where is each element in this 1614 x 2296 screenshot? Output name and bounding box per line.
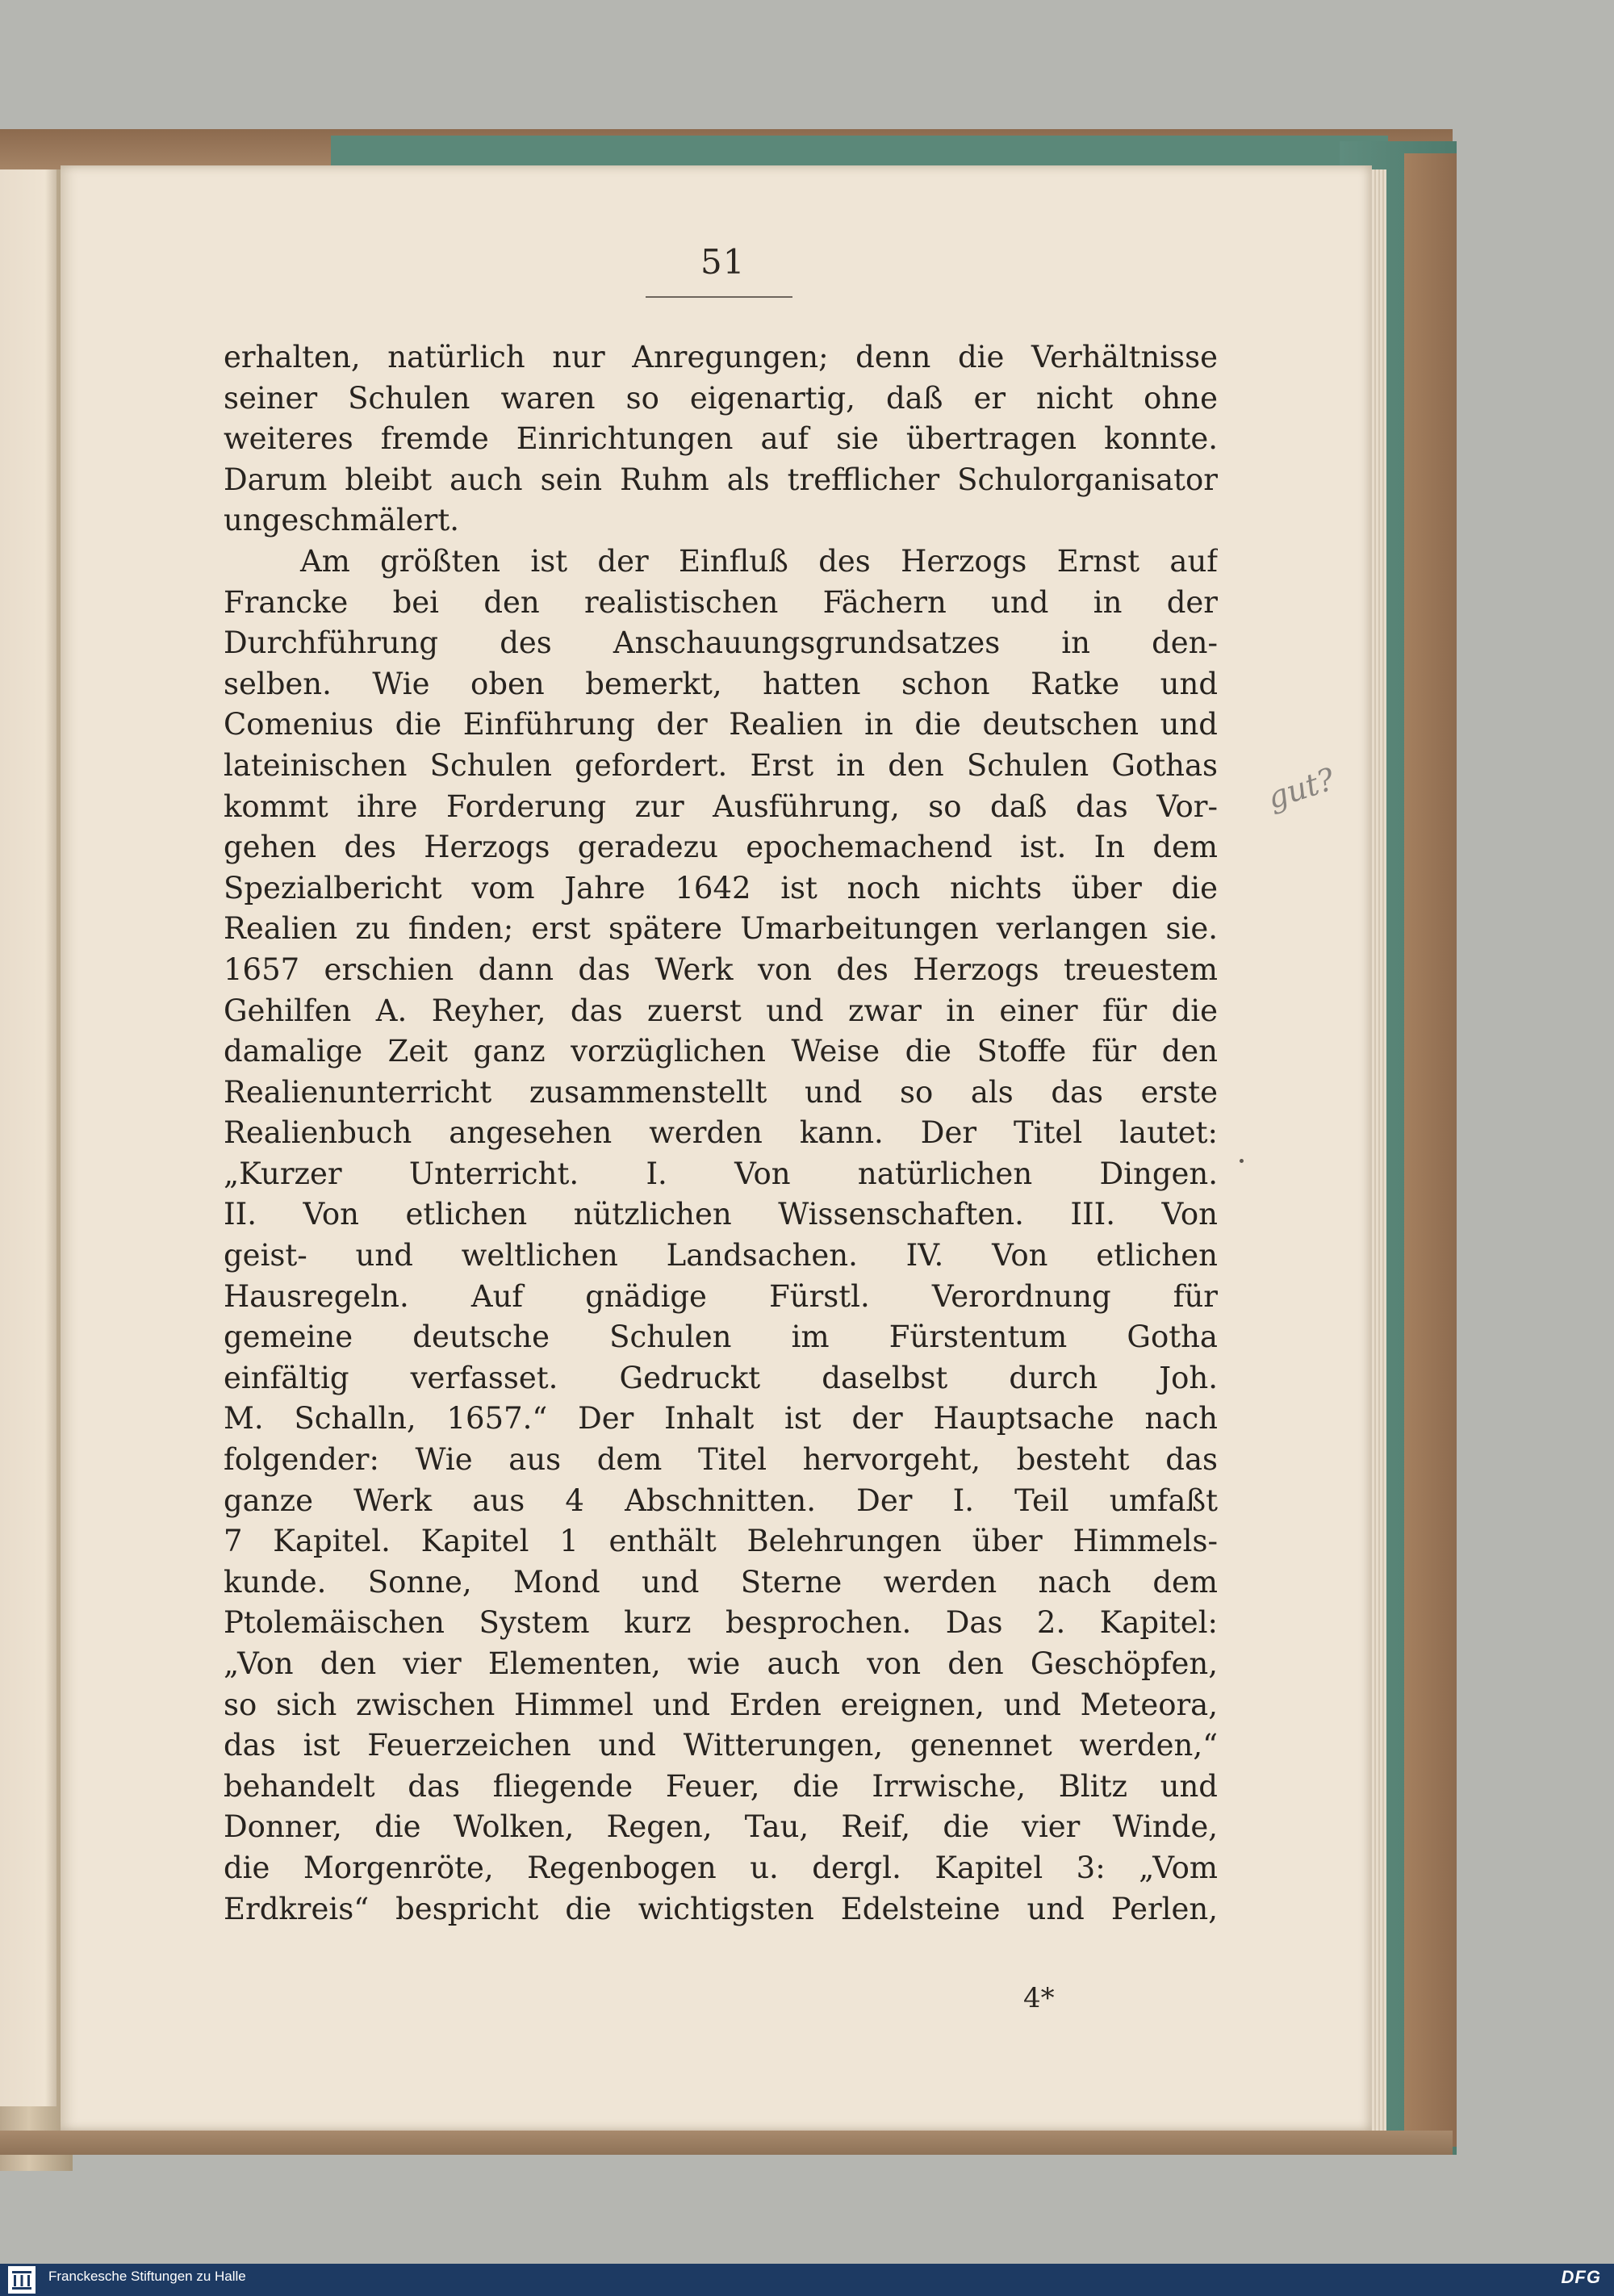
text-line: geist- und weltlichen Landsachen. IV. Von etlichen: [224, 1238, 1218, 1273]
body-text: [224, 337, 1218, 1930]
text-line: folgender: Wie aus dem Titel hervorgeht, besteht das: [224, 1442, 1218, 1478]
text-line: das ist Feuerzeichen und Witterungen, genennet werden,“: [224, 1728, 1218, 1763]
printer-signature-mark: 4*: [1023, 1982, 1055, 2014]
text-line: Darum bleibt auch sein Ruhm als trefflicher Schulorganisator: [224, 462, 1218, 497]
book-cover-right-brown: [1404, 153, 1457, 2147]
text-line: behandelt das fliegende Feuer, die Irrwische, Blitz und: [224, 1768, 1218, 1804]
text-line: gemeine deutsche Schulen im Fürstentum Gotha: [224, 1319, 1218, 1355]
page-number-rule: [646, 296, 792, 298]
text-line: so sich zwischen Himmel und Erden ereignen, und Meteora,: [224, 1687, 1218, 1722]
text-line: ganze Werk aus 4 Abschnitten. Der I. Teil umfaßt: [224, 1483, 1218, 1518]
text-line: Hausregeln. Auf gnädige Fürstl. Verordnung für: [224, 1278, 1218, 1314]
book-cover-bottom: [0, 2131, 1453, 2155]
text-line: die Morgenröte, Regenbogen u. dergl. Kapitel 3: „Vom: [224, 1850, 1218, 1885]
text-line: einfältig verfasset. Gedruckt daselbst durch Joh.: [224, 1360, 1218, 1395]
text-line: ungeschmälert.: [224, 503, 459, 538]
text-line: 7 Kapitel. Kapitel 1 enthält Belehrungen über Himmels-: [224, 1524, 1218, 1559]
margin-pencil-dot: [1240, 1159, 1244, 1163]
text-line: Ptolemäischen System kurz besprochen. Das 2. Kapitel:: [224, 1605, 1218, 1641]
text-line: Realien zu finden; erst spätere Umarbeitungen verlangen sie.: [224, 911, 1218, 947]
text-line: damalige Zeit ganz vorzüglichen Weise die Stoffe für den: [224, 1034, 1218, 1069]
page-number: 51: [700, 242, 746, 282]
page-stack-edge: [1372, 169, 1386, 2131]
text-line: 1657 erschien dann das Werk von des Herzogs treuestem: [224, 951, 1218, 987]
text-line: M. Schalln, 1657.“ Der Inhalt ist der Hauptsache nach: [224, 1401, 1218, 1437]
text-line: gehen des Herzogs geradezu epochemachend ist. In dem: [224, 830, 1218, 865]
book-cover-top-green: [331, 136, 1388, 166]
text-line: Donner, die Wolken, Regen, Tau, Reif, die vier Winde,: [224, 1809, 1218, 1845]
footer-institution-label[interactable]: Franckesche Stiftungen zu Halle: [48, 2269, 246, 2284]
footer-dfg-logo[interactable]: DFG: [1561, 2267, 1601, 2287]
text-line: Erdkreis“ bespricht die wichtigsten Edelsteine und Perlen,: [224, 1891, 1218, 1926]
text-line: Comenius die Einführung der Realien in die deutschen und: [224, 707, 1218, 742]
text-line: „Von den vier Elementen, wie auch von den Geschöpfen,: [224, 1646, 1218, 1681]
text-line: lateinischen Schulen gefordert. Erst in den Schulen Gothas: [224, 747, 1218, 783]
foundation-logo-icon[interactable]: [8, 2266, 36, 2294]
text-line: II. Von etlichen nützlichen Wissenschaften. III. Von: [224, 1197, 1218, 1232]
text-line: Am größten ist der Einfluß des Herzogs Ernst auf: [300, 543, 1218, 579]
text-line: kunde. Sonne, Mond und Sterne werden nach dem: [224, 1564, 1218, 1600]
text-line: Durchführung des Anschauungsgrundsatzes in den-: [224, 625, 1218, 661]
text-line: Realienunterricht zusammenstellt und so als das erste: [224, 1074, 1218, 1110]
text-line: Gehilfen A. Reyher, das zuerst und zwar in einer für die: [224, 993, 1218, 1028]
text-line: Francke bei den realistischen Fächern und in der: [224, 584, 1218, 620]
facing-page-edge: [0, 169, 56, 2106]
text-line: kommt ihre Forderung zur Ausführung, so daß das Vor-: [224, 788, 1218, 824]
text-line: selben. Wie oben bemerkt, hatten schon Ratke und: [224, 666, 1218, 701]
margin-pencil-note: gut?: [1263, 761, 1340, 816]
text-line: „Kurzer Unterricht. I. Von natürlichen Dingen.: [224, 1156, 1218, 1191]
text-line: Spezialbericht vom Jahre 1642 ist noch nichts über die: [224, 870, 1218, 905]
text-line: weiteres fremde Einrichtungen auf sie übertragen konnte.: [224, 421, 1218, 457]
text-line: erhalten, natürlich nur Anregungen; denn die Verhältnisse: [224, 340, 1218, 374]
text-line: seiner Schulen waren so eigenartig, daß er nicht ohne: [224, 380, 1218, 416]
text-line: Realienbuch angesehen werden kann. Der Titel lautet:: [224, 1115, 1218, 1151]
